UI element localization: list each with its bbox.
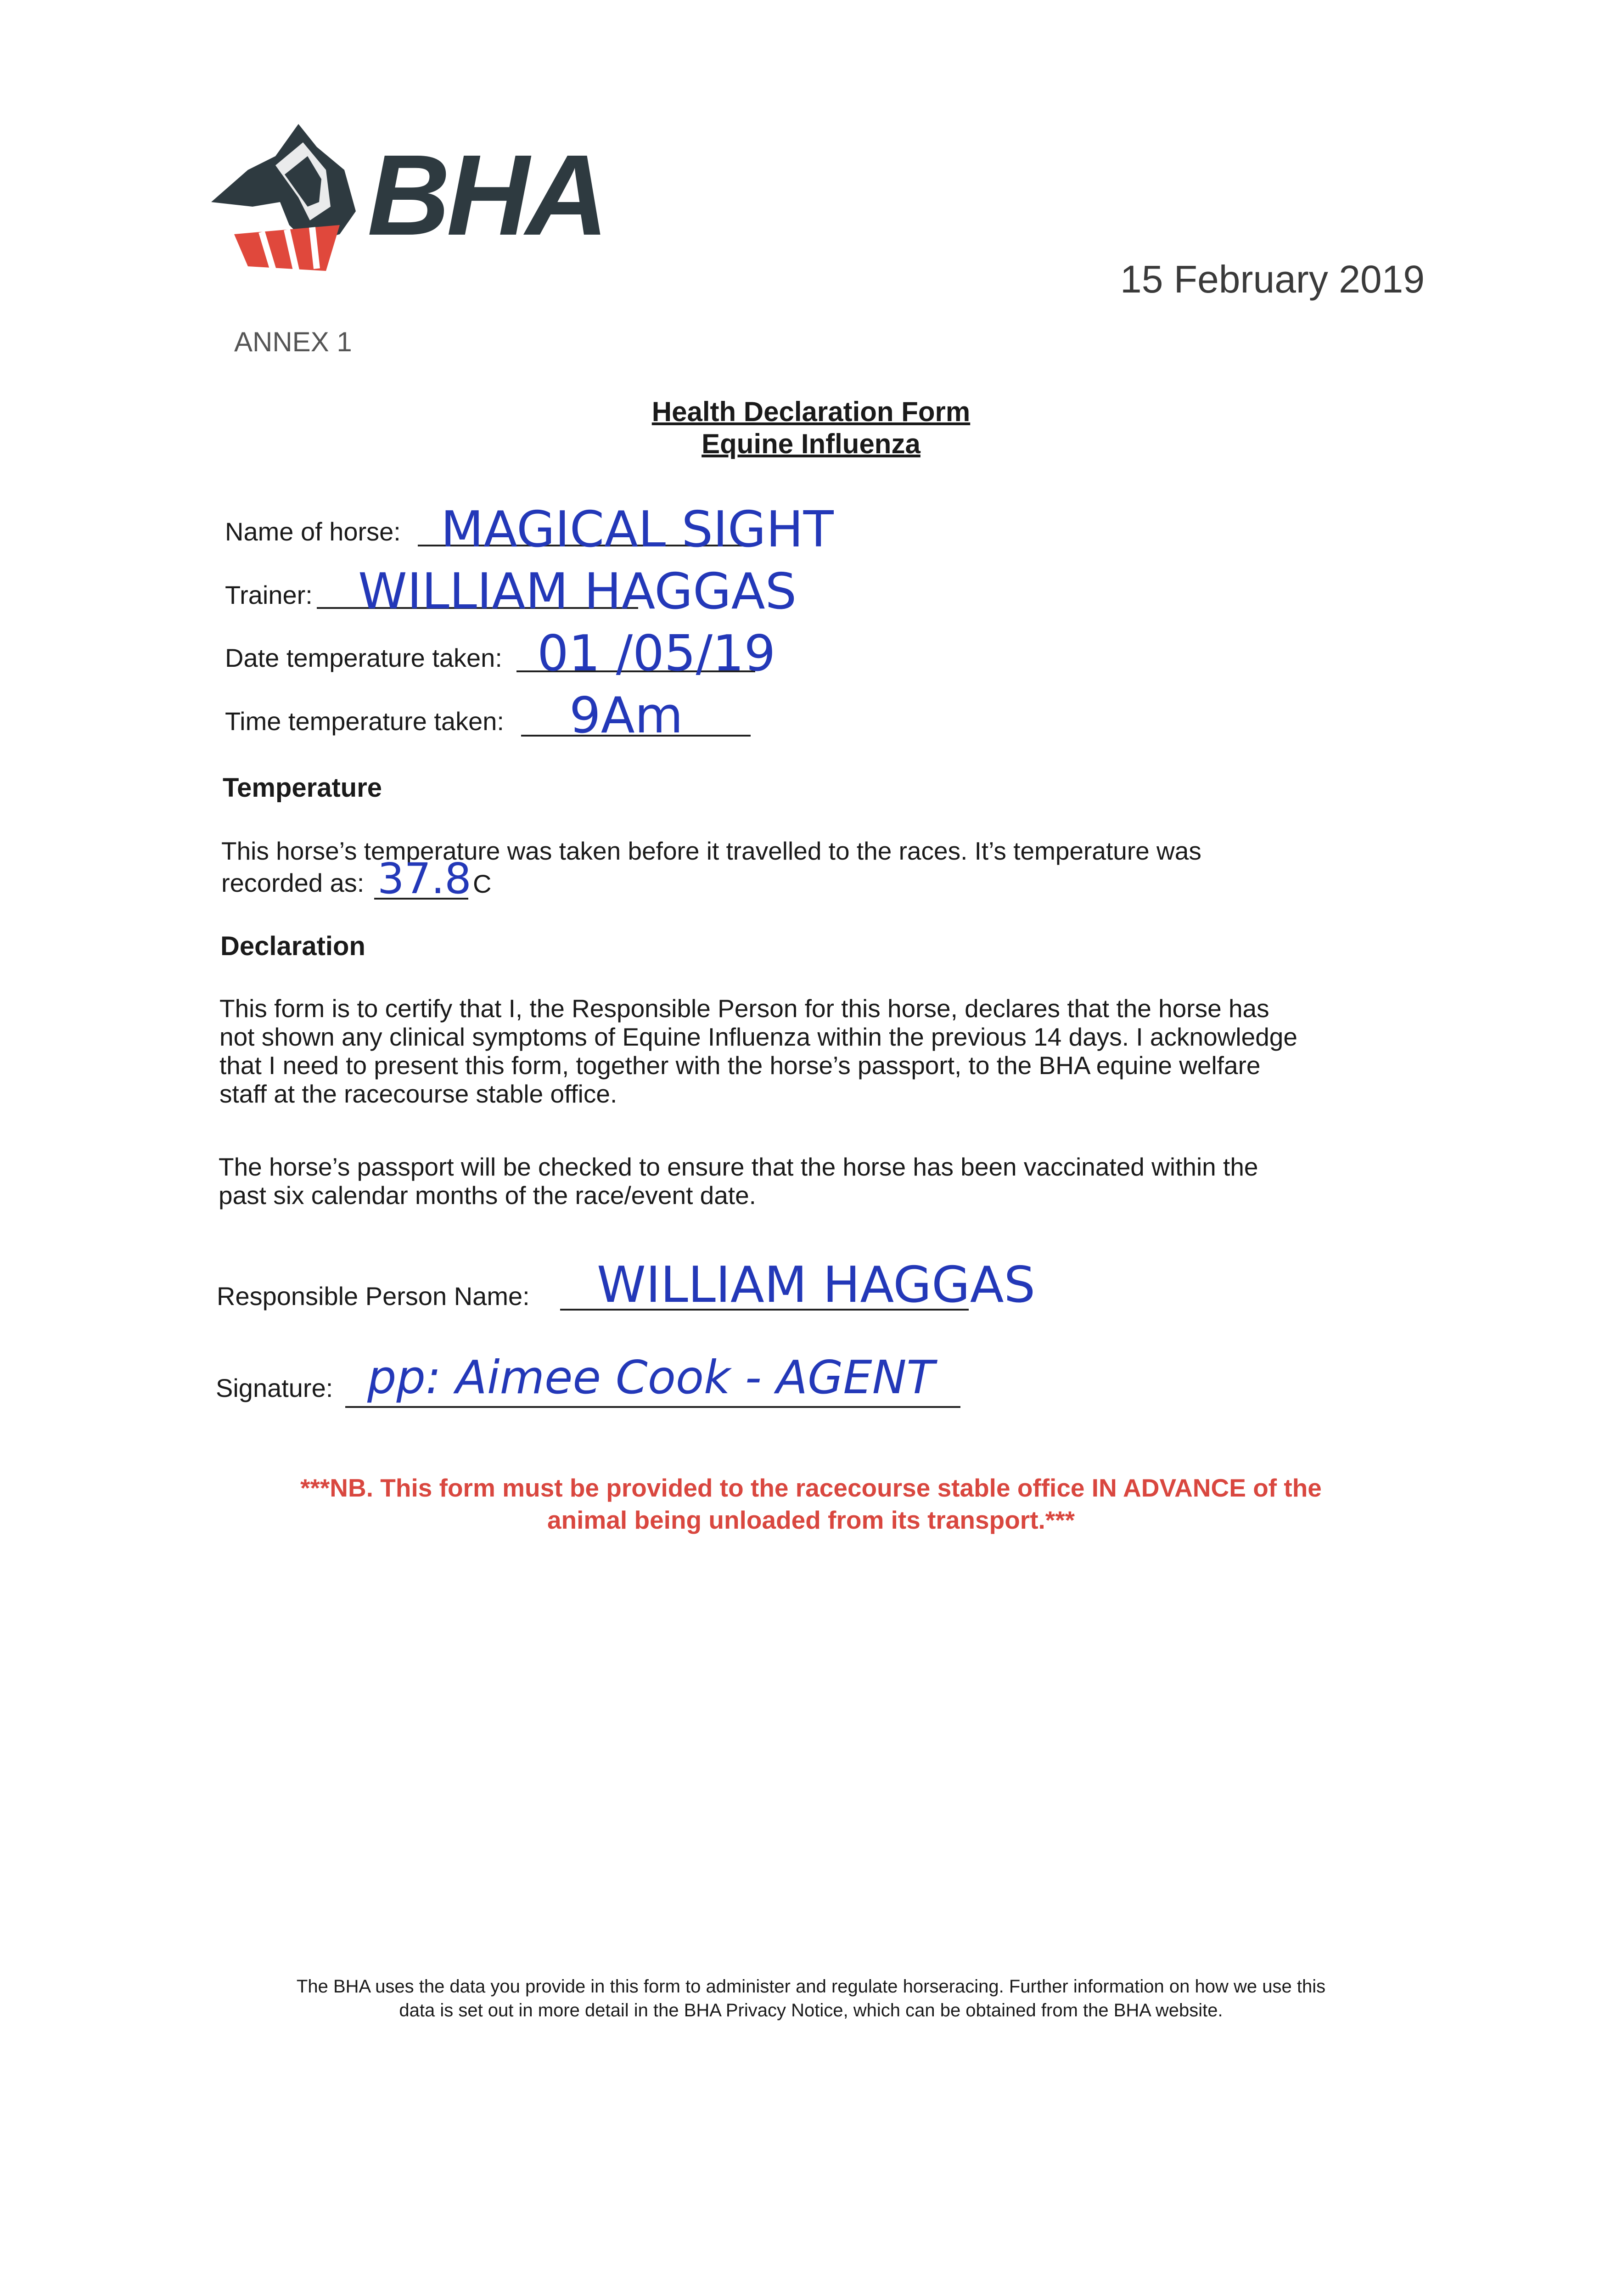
date-taken-value[interactable]: 01 /05/19	[537, 625, 776, 682]
responsible-name-label: Responsible Person Name:	[217, 1282, 530, 1311]
temperature-text: This horse’s temperature was taken before it travelled to the races. It’s temperature was	[221, 837, 1201, 865]
temperature-unit: C	[473, 869, 492, 898]
signature-value[interactable]: pp: Aimee Cook - AGENT	[367, 1351, 935, 1404]
signature-line	[345, 1406, 960, 1408]
declaration-heading: Declaration	[220, 931, 365, 961]
logo-text: BHA	[367, 131, 605, 259]
responsible-name-value[interactable]: WILLIAM HAGGAS	[597, 1256, 1036, 1314]
horse-name-label: Name of horse:	[225, 517, 401, 546]
document-date: 15 February 2019	[1120, 258, 1425, 301]
declaration-line: that I need to present this form, together with the horse’s passport, to the BHA equine welfare	[219, 1051, 1261, 1080]
form-subtitle: Equine Influenza	[702, 428, 920, 459]
declaration-line: past six calendar months of the race/event date.	[219, 1181, 756, 1210]
advance-notice-line-1: ***NB. This form must be provided to the racecourse stable office IN ADVANCE of the	[300, 1474, 1322, 1502]
trainer-value[interactable]: WILLIAM HAGGAS	[358, 563, 797, 620]
horse-head-icon	[211, 124, 356, 243]
trainer-label: Trainer:	[225, 580, 313, 609]
signature-label: Signature:	[216, 1373, 333, 1402]
declaration-line: The horse’s passport will be checked to ensure that the horse has been vaccinated within the	[219, 1153, 1258, 1181]
privacy-footer-line-2: data is set out in more detail in the BHA Privacy Notice, which can be obtained from the BHA website.	[399, 2000, 1223, 2020]
date-taken-label: Date temperature taken:	[225, 643, 502, 672]
temperature-value[interactable]: 37.8	[377, 854, 471, 903]
privacy-footer-line-1: The BHA uses the data you provide in this form to administer and regulate horseracing. Further information on how we use this	[296, 1976, 1326, 1997]
horse-name-value[interactable]: MAGICAL SIGHT	[441, 501, 834, 558]
form-title: Health Declaration Form	[651, 396, 971, 427]
temperature-heading: Temperature	[223, 773, 382, 803]
speed-stripes-icon	[234, 225, 340, 271]
declaration-line: staff at the racecourse stable office.	[219, 1080, 617, 1108]
time-taken-label: Time temperature taken:	[225, 707, 504, 736]
annex-label: ANNEX 1	[234, 326, 352, 357]
declaration-paragraph-1	[219, 994, 1404, 1108]
declaration-paragraph-2	[219, 1153, 1403, 1210]
advance-notice-line-2: animal being unloaded from its transport.***	[547, 1506, 1075, 1534]
time-taken-value[interactable]: 9Am	[569, 687, 683, 744]
declaration-line: not shown any clinical symptoms of Equine Influenza within the previous 14 days. I acknowledge	[219, 1023, 1297, 1051]
declaration-line: This form is to certify that I, the Responsible Person for this horse, declares that the horse has	[219, 994, 1269, 1023]
temperature-prefix: recorded as:	[221, 868, 365, 897]
